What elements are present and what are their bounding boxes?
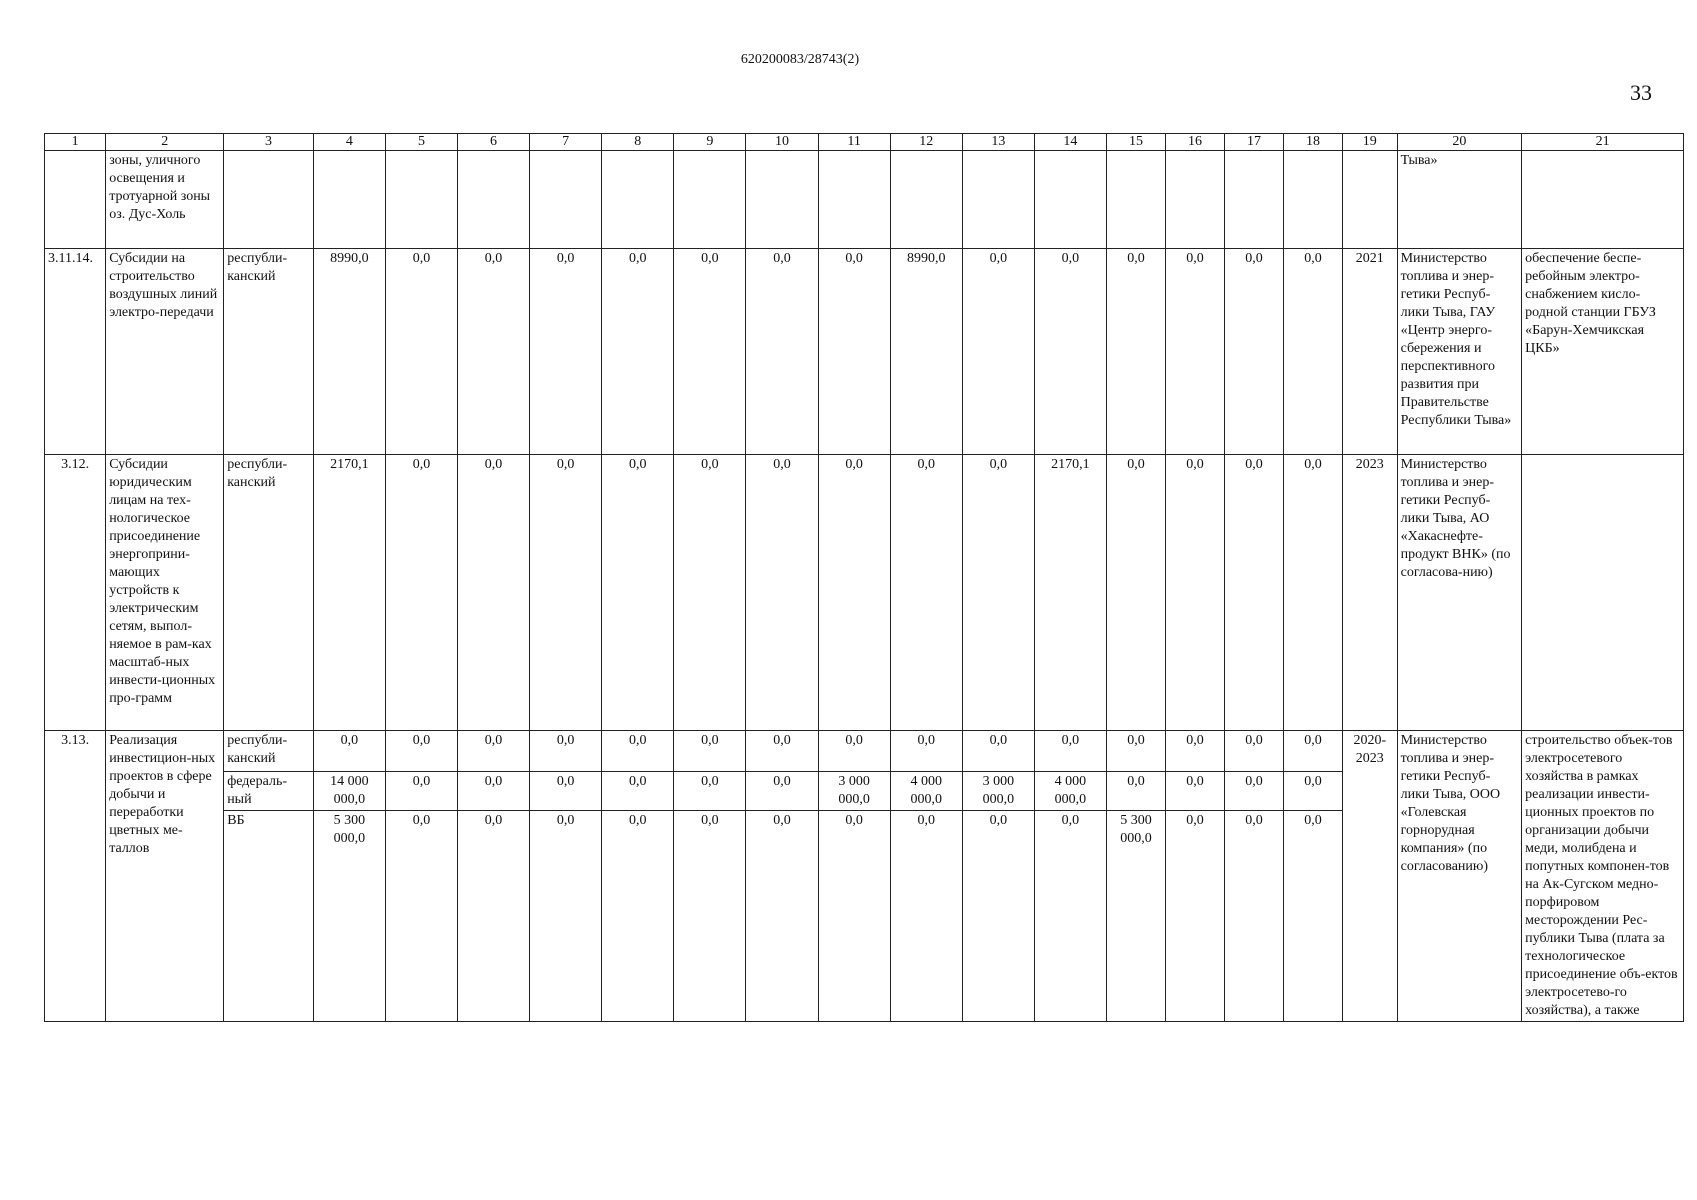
result-cell: обеспечение беспе-ребойным электро-снабжением кисло-родной станции ГБУЗ «Барун-Хемчикская ЦКБ» (1522, 249, 1684, 455)
cell (1522, 151, 1684, 249)
value-cell: 0,0 (530, 249, 602, 455)
value-cell: 0,0 (818, 249, 890, 455)
value-cell: 0,0 (746, 811, 818, 1022)
year-cell: 2023 (1342, 455, 1397, 731)
value-cell: 0,0 (1106, 455, 1165, 731)
value-cell: 0,0 (385, 771, 457, 811)
funding-source: ВБ (224, 811, 314, 1022)
col-header: 12 (890, 134, 962, 151)
value-cell: 8990,0 (313, 249, 385, 455)
measure-name: Реализация инвестицион-ных проектов в сфере добычи и переработки цветных ме-таллов (106, 731, 224, 1022)
responsible-cell: Тыва» (1397, 151, 1522, 249)
cell (458, 151, 530, 249)
value-cell: 0,0 (602, 731, 674, 772)
value-cell: 0,0 (1224, 731, 1283, 772)
value-cell: 2170,1 (313, 455, 385, 731)
value-cell: 0,0 (458, 811, 530, 1022)
value-cell: 0,0 (530, 455, 602, 731)
value-cell: 4 000 000,0 (1034, 771, 1106, 811)
value-cell: 3 000 000,0 (962, 771, 1034, 811)
value-cell: 0,0 (385, 455, 457, 731)
table-row (45, 455, 1684, 731)
value-cell: 0,0 (890, 811, 962, 1022)
col-header: 6 (458, 134, 530, 151)
col-header: 4 (313, 134, 385, 151)
value-cell: 0,0 (1106, 249, 1165, 455)
value-cell: 0,0 (1034, 249, 1106, 455)
value-cell: 0,0 (962, 249, 1034, 455)
year-cell: 2020-2023 (1342, 731, 1397, 1022)
funding-source: республи-канский (224, 249, 314, 455)
value-cell: 0,0 (1106, 771, 1165, 811)
value-cell: 0,0 (458, 771, 530, 811)
page-number: 33 (1630, 80, 1652, 105)
result-cell (1522, 455, 1684, 731)
value-cell: 2170,1 (1034, 455, 1106, 731)
col-header: 13 (962, 134, 1034, 151)
budget-table (44, 133, 1684, 1022)
col-header: 11 (818, 134, 890, 151)
value-cell: 0,0 (530, 811, 602, 1022)
col-header: 21 (1522, 134, 1684, 151)
value-cell: 0,0 (1224, 455, 1283, 731)
value-cell: 0,0 (1224, 249, 1283, 455)
col-header: 15 (1106, 134, 1165, 151)
table-row (45, 151, 1684, 249)
year-cell: 2021 (1342, 249, 1397, 455)
value-cell: 0,0 (674, 249, 746, 455)
col-header: 5 (385, 134, 457, 151)
value-cell: 0,0 (1165, 455, 1224, 731)
value-cell: 0,0 (1283, 811, 1342, 1022)
value-cell: 0,0 (674, 731, 746, 772)
row-number: 3.12. (45, 455, 106, 731)
value-cell: 0,0 (746, 455, 818, 731)
value-cell: 0,0 (602, 811, 674, 1022)
value-cell: 0,0 (385, 249, 457, 455)
col-header: 3 (224, 134, 314, 151)
cell (890, 151, 962, 249)
value-cell: 0,0 (818, 455, 890, 731)
value-cell: 0,0 (602, 771, 674, 811)
cell (1224, 151, 1283, 249)
col-header: 1 (45, 134, 106, 151)
responsible-cell: Министерство топлива и энер-гетики Респуб-лики Тыва, ООО «Голевская горнорудная компания» (по согласованию) (1397, 731, 1522, 1022)
row-number: 3.13. (45, 731, 106, 1022)
value-cell: 0,0 (1165, 771, 1224, 811)
value-cell: 5 300 000,0 (313, 811, 385, 1022)
value-cell: 8990,0 (890, 249, 962, 455)
value-cell: 0,0 (1034, 731, 1106, 772)
value-cell: 0,0 (1224, 771, 1283, 811)
cell (1342, 151, 1397, 249)
cell (602, 151, 674, 249)
value-cell: 0,0 (674, 455, 746, 731)
col-header: 9 (674, 134, 746, 151)
cell (45, 151, 106, 249)
funding-source: республи-канский (224, 731, 314, 772)
measure-name: зоны, уличного освещения и тротуарной зоны оз. Дус-Холь (106, 151, 224, 249)
value-cell: 0,0 (746, 771, 818, 811)
cell (818, 151, 890, 249)
value-cell: 0,0 (962, 455, 1034, 731)
result-cell: строительство объек-тов электросетевого хозяйства в рамках реализации инвести-ционных проектов по организации добычи меди, молибдена и попутных компонен-тов на Ак-Сугском медно-порфировом месторождении Рес-публики Тыва (плата за технологическое присоединение объ-ектов электросетево-го хозяйства), а также (1522, 731, 1684, 1022)
cell (313, 151, 385, 249)
value-cell: 0,0 (746, 249, 818, 455)
header-row (45, 134, 1684, 151)
value-cell: 3 000 000,0 (818, 771, 890, 811)
value-cell: 0,0 (1165, 811, 1224, 1022)
table-row (45, 731, 1684, 772)
col-header: 16 (1165, 134, 1224, 151)
value-cell: 0,0 (385, 811, 457, 1022)
cell (746, 151, 818, 249)
value-cell: 0,0 (1283, 249, 1342, 455)
col-header: 17 (1224, 134, 1283, 151)
cell (1106, 151, 1165, 249)
value-cell: 0,0 (1165, 731, 1224, 772)
cell (1034, 151, 1106, 249)
value-cell: 0,0 (530, 731, 602, 772)
measure-name: Субсидии на строительство воздушных линий электро-передачи (106, 249, 224, 455)
col-header: 18 (1283, 134, 1342, 151)
funding-source: федераль-ный (224, 771, 314, 811)
col-header: 2 (106, 134, 224, 151)
value-cell: 0,0 (1106, 731, 1165, 772)
col-header: 14 (1034, 134, 1106, 151)
value-cell: 0,0 (962, 731, 1034, 772)
value-cell: 5 300 000,0 (1106, 811, 1165, 1022)
value-cell: 0,0 (458, 455, 530, 731)
value-cell: 0,0 (746, 731, 818, 772)
value-cell: 0,0 (1034, 811, 1106, 1022)
cell (385, 151, 457, 249)
value-cell: 0,0 (1283, 455, 1342, 731)
value-cell: 0,0 (602, 455, 674, 731)
table-row (45, 249, 1684, 455)
value-cell: 0,0 (674, 811, 746, 1022)
value-cell: 0,0 (1165, 249, 1224, 455)
value-cell: 0,0 (1283, 731, 1342, 772)
value-cell: 4 000 000,0 (890, 771, 962, 811)
cell (962, 151, 1034, 249)
value-cell: 0,0 (818, 811, 890, 1022)
cell (674, 151, 746, 249)
value-cell: 0,0 (674, 771, 746, 811)
value-cell: 0,0 (602, 249, 674, 455)
value-cell: 0,0 (962, 811, 1034, 1022)
value-cell: 0,0 (1224, 811, 1283, 1022)
row-number: 3.11.14. (45, 249, 106, 455)
col-header: 10 (746, 134, 818, 151)
value-cell: 0,0 (890, 731, 962, 772)
value-cell: 0,0 (313, 731, 385, 772)
funding-source: республи-канский (224, 455, 314, 731)
col-header: 19 (1342, 134, 1397, 151)
responsible-cell: Министерство топлива и энер-гетики Респуб-лики Тыва, ГАУ «Центр энерго-сбережения и перспективного развития при Правительстве Республики Тыва» (1397, 249, 1522, 455)
col-header: 7 (530, 134, 602, 151)
value-cell: 0,0 (458, 731, 530, 772)
col-header: 20 (1397, 134, 1522, 151)
value-cell: 14 000 000,0 (313, 771, 385, 811)
value-cell: 0,0 (530, 771, 602, 811)
cell (1165, 151, 1224, 249)
value-cell: 0,0 (890, 455, 962, 731)
document-id: 620200083/28743(2) (740, 52, 860, 67)
value-cell: 0,0 (818, 731, 890, 772)
cell (1283, 151, 1342, 249)
value-cell: 0,0 (458, 249, 530, 455)
value-cell: 0,0 (1283, 771, 1342, 811)
cell (224, 151, 314, 249)
measure-name: Субсидии юридическим лицам на тех-нологическое присоединение энергоприни-мающих устройств к электрическим сетям, выпол-няемое в рам-ках масштаб-ных инвести-ционных про-грамм (106, 455, 224, 731)
responsible-cell: Министерство топлива и энер-гетики Респуб-лики Тыва, АО «Хакаснефте-продукт ВНК» (по согласова-нию) (1397, 455, 1522, 731)
value-cell: 0,0 (385, 731, 457, 772)
cell (530, 151, 602, 249)
col-header: 8 (602, 134, 674, 151)
